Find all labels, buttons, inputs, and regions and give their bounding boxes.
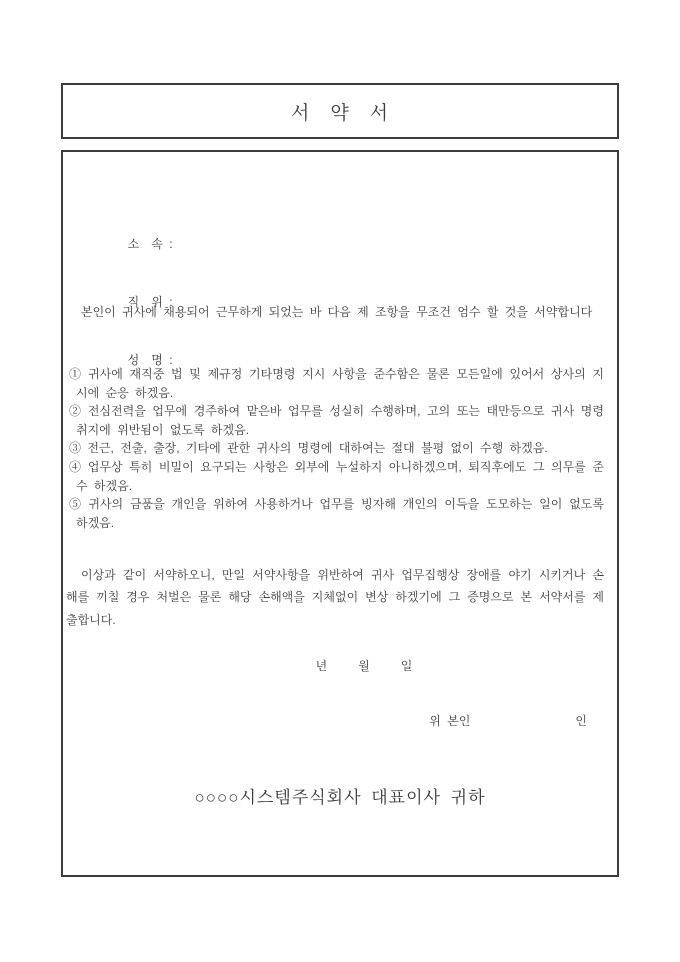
field-affiliation [77,216,333,274]
date-line [87,657,641,674]
clause-text-3: 전근, 전출, 출장, 기타에 관한 귀사의 명령에 대하여는 절대 불평 없이 수행 하겠음. [87,441,548,456]
clause-number-5: ⑤ [69,497,82,512]
clause-text-4: 업무상 특히 비밀이 요구되는 사항은 외부에 누설하지 아니하겠으며, 퇴직후에도 그 의무를 준수 하겠음. [76,459,604,493]
clause-text-5: 귀사의 금품을 개인을 위하여 사용하거나 업무를 빙자해 개인의 이득을 도모하는 일이 없도록 하겠음. [76,497,604,530]
date-day-label: 일 [400,659,413,673]
clause-list [69,365,604,532]
page-title: 서 약 서 [290,102,390,124]
intro-paragraph: 본인이 귀사에 채용되어 근무하게 되었는 바 다음 제 조항을 무조건 엄수 할 것을 서약합니다 [81,305,593,319]
clause-item-5 [69,495,604,532]
clause-number-1: ① [69,367,82,381]
date-month-label: 월 [358,659,370,673]
closing-paragraph: 이상과 같이 서약하오니, 만일 서약사항을 위반하여 귀사 업무집행상 장애를 야기 시키거나 손해를 끼칠 경우 처벌은 물론 해당 손해액을 지체없이 변상 하겠기에 그 증명으로 본 서약서를 제출합니다. [66,568,604,627]
affiliation-value [173,236,333,248]
clause-number-4: ④ [69,459,82,474]
title-box [61,83,619,139]
name-label: 성 명 : [127,353,173,368]
clause-text-1: 귀사에 재직중 법 및 제규정 기타명령 지시 사항을 준수함은 물론 모든일에 있어서 상사의 지시에 순응 하겠음. [76,367,604,400]
clause-item-4 [69,458,604,495]
document-body-box [61,150,619,877]
recipient-line: ○○○○시스템주식회사 대표이사 귀하 [194,788,486,807]
affiliation-label: 소 속 : [127,237,173,252]
position-label: 직 위 : [127,295,173,310]
clause-item-2 [69,402,604,439]
date-year-label: 년 [315,659,328,673]
name-value [173,352,333,364]
clause-item-1 [69,365,604,402]
clause-text-2: 전심전력을 업무에 경주하여 맡은바 업무를 성실히 수행하며, 고의 또는 태만등으로 귀사 명령 취지에 위반됨이 없도록 하겠음. [76,404,604,437]
signature-line [63,712,587,729]
clause-number-2: ② [69,404,82,419]
signatory-label: 위 본인 [429,714,471,728]
clause-number-3: ③ [69,441,82,456]
signature-space [470,720,575,721]
seal-label: 인 [575,714,587,728]
clause-item-3 [69,439,604,458]
